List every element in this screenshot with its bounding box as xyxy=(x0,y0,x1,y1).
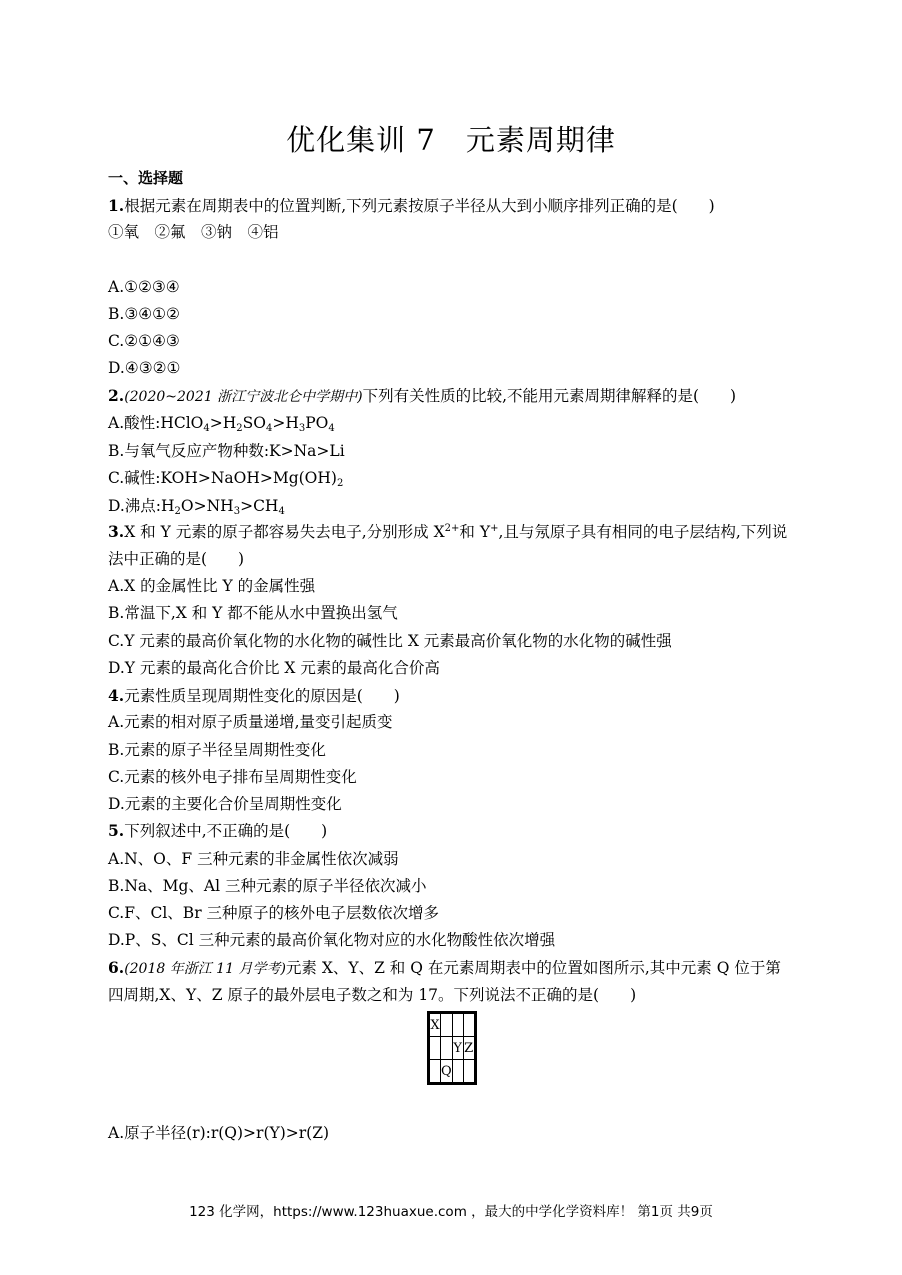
q2-source: (2020~2021 浙江宁波北仑中学期中) xyxy=(124,389,363,405)
q2-stem xyxy=(108,386,808,407)
q6-stem: 6.(2018 年浙江 11 月学考)元素 X、Y、Z 和 Q 在元素周期表中的位置如图所示,其中元素 Q 位于第 xyxy=(108,958,781,977)
section-heading: 一、选择题 xyxy=(108,169,184,187)
q6-source: (2018 年浙江 11 月学考) xyxy=(124,961,286,977)
q1-number: 1. xyxy=(108,196,125,215)
page-footer: 123 化学网，https://www.123huaxue.com ，最大的中学化学资料库！ 第1页 共9页 xyxy=(189,1204,713,1220)
grid-cell xyxy=(452,1060,463,1084)
q6-option-a: A.原子半径(r):r(Q)>r(Y)>r(Z) xyxy=(108,1124,330,1142)
q4-option-b: B.元素的原子半径呈周期性变化 xyxy=(108,741,326,759)
q1-items: ①氧 ②氟 ③钠 ④铝 xyxy=(108,223,279,241)
q2-option-c: C.碱性$:KOH>NaOH>Mg(OH)_2$ xyxy=(108,469,344,489)
q1-option-b: B.③④①② xyxy=(108,305,180,323)
title-part-a: 优化集训 7 xyxy=(286,123,436,157)
grid-cell: X xyxy=(429,1013,441,1037)
q3-stem: 3.X 和 Y 元素的原子都容易失去电子,分别形成 $X^{2+}$和 Y+,且与氖原子具有相同的电子层结构,下列说 xyxy=(108,522,788,541)
page-title xyxy=(0,118,902,159)
q3-option-c: C.Y 元素的最高价氧化物的水化物的碱性比 X 元素最高价氧化物的水化物的碱性强 xyxy=(108,632,672,650)
q5-stem: 5.下列叙述中,不正确的是( ) xyxy=(108,821,328,840)
q4-option-c: C.元素的核外电子排布呈周期性变化 xyxy=(108,768,357,786)
q1-option-a: A.①②③④ xyxy=(108,278,180,296)
q5-option-c: C.F、Cl、Br 三种原子的核外电子层数依次增多 xyxy=(108,904,440,922)
q5-option-a: A.N、O、F 三种元素的非金属性依次减弱 xyxy=(108,850,399,868)
q3-option-b: B.常温下,X 和 Y 都不能从水中置换出氢气 xyxy=(108,604,398,622)
q4-number: 4. xyxy=(108,686,125,705)
title-part-b: 元素周期律 xyxy=(465,123,616,157)
grid-cell xyxy=(463,1060,475,1084)
grid-cell xyxy=(452,1013,463,1037)
grid-cell xyxy=(441,1037,453,1060)
q2-option-a: A.酸性$:HClO_4>H_2SO_4>H_3PO_4$ xyxy=(108,414,335,434)
q2-option-d: D.沸点$:H_2O>NH_3>CH_4$ xyxy=(108,497,285,517)
grid-cell: Z xyxy=(463,1037,475,1060)
grid-row xyxy=(429,1013,476,1037)
grid-cell xyxy=(429,1060,441,1084)
q1-stem xyxy=(108,196,808,216)
grid-row xyxy=(429,1037,476,1060)
q5-number: 5. xyxy=(108,821,125,840)
grid-cell: Q xyxy=(441,1060,453,1084)
q2-option-b: B.与氧气反应产物种数:K>Na>Li xyxy=(108,442,345,460)
grid-cell xyxy=(441,1013,453,1037)
grid-row xyxy=(429,1060,476,1084)
q3-option-a: A.X 的金属性比 Y 的金属性强 xyxy=(108,577,316,595)
q6-stem-cont: 四周期,X、Y、Z 原子的最外层电子数之和为 17。下列说法不正确的是( ) xyxy=(108,986,637,1004)
periodic-table-figure xyxy=(427,1011,477,1085)
q1-option-d: D.④③②① xyxy=(108,359,181,377)
q6-number: 6. xyxy=(108,958,125,977)
q3-option-d: D.Y 元素的最高化合价比 X 元素的最高化合价高 xyxy=(108,659,440,677)
q1-stem-text: 根据元素在周期表中的位置判断,下列元素按原子半径从大到小顺序排列正确的是( ) xyxy=(124,197,715,215)
q2-stem-text: 下列有关性质的比较,不能用元素周期律解释的是( ) xyxy=(362,387,737,405)
q4-option-d: D.元素的主要化合价呈周期性变化 xyxy=(108,795,342,813)
q1-option-c: C.②①④③ xyxy=(108,332,180,350)
grid-cell: Y xyxy=(452,1037,463,1060)
q3-stem-cont: 法中正确的是( ) xyxy=(108,550,245,568)
grid-cell xyxy=(429,1037,441,1060)
grid-cell xyxy=(463,1013,475,1037)
q5-option-b: B.Na、Mg、Al 三种元素的原子半径依次减小 xyxy=(108,877,427,895)
q3-number: 3. xyxy=(108,522,125,541)
q5-option-d: D.P、S、Cl 三种元素的最高价氧化物对应的水化物酸性依次增强 xyxy=(108,931,556,949)
q4-stem: 4.元素性质呈现周期性变化的原因是( ) xyxy=(108,686,400,705)
q2-number: 2. xyxy=(108,386,125,405)
q4-option-a: A.元素的相对原子质量递增,量变引起质变 xyxy=(108,713,393,731)
